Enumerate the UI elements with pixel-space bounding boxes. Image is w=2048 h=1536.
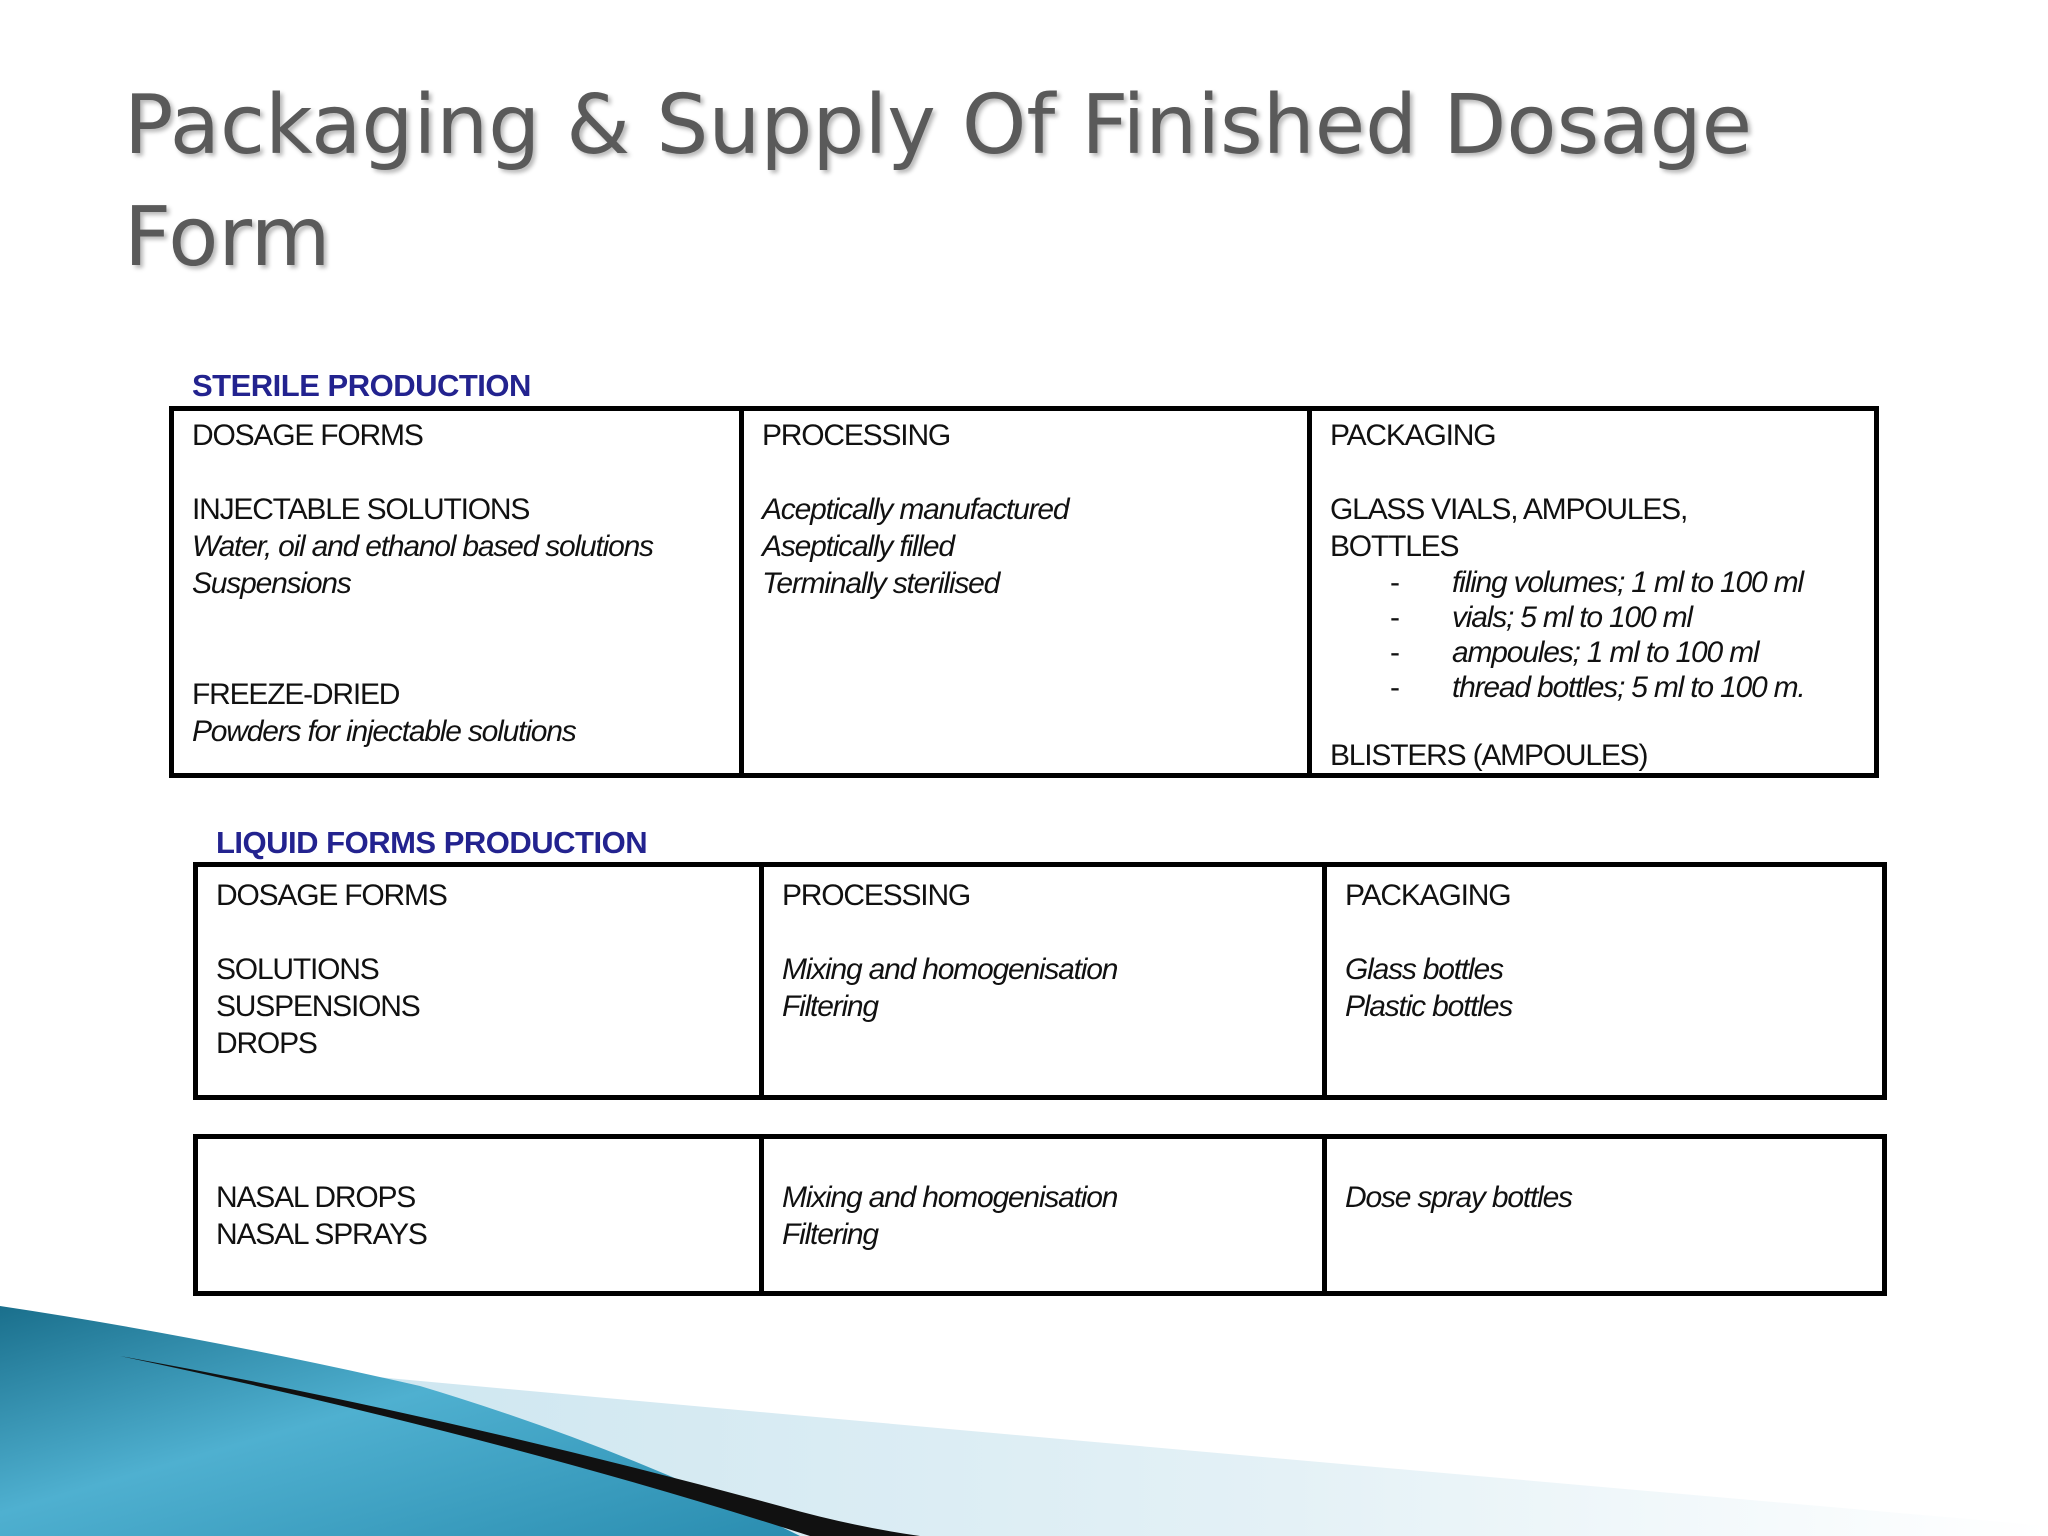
nasal-processing-item: Mixing and homogenisation (782, 1181, 1118, 1214)
sterile-packaging-footer: BLISTERS (AMPOULES) (1330, 739, 1648, 772)
nasal-table (193, 1134, 1887, 1296)
nasal-processing-cell (764, 1139, 1327, 1291)
nasal-dosage-form-item: NASAL SPRAYS (216, 1218, 427, 1251)
liquid-processing-header: PROCESSING (782, 879, 971, 912)
liquid-dosage-forms-header: DOSAGE FORMS (216, 879, 447, 912)
liquid-packaging-cell (1327, 867, 1882, 1095)
bullet-item: - ampoules; 1 ml to 100 ml (1390, 636, 1759, 669)
swoosh-teal-band (0, 1306, 800, 1536)
sterile-group2-item: Powders for injectable solutions (192, 715, 576, 748)
sterile-group1-item: Suspensions (192, 567, 351, 600)
sterile-packaging-header: PACKAGING (1330, 419, 1496, 452)
liquid-packaging-item: Plastic bottles (1345, 990, 1513, 1023)
nasal-dosage-forms-cell (198, 1139, 764, 1291)
swoosh-light-band (150, 1356, 2048, 1536)
bullet-item: - vials; 5 ml to 100 ml (1390, 601, 1692, 634)
sterile-packaging-line: GLASS VIALS, AMPOULES, (1330, 493, 1688, 526)
liquid-section-label: LIQUID FORMS PRODUCTION (216, 825, 648, 860)
swoosh-dark-band (120, 1356, 920, 1536)
slide-title: Packaging & Supply Of Finished Dosage Form (124, 78, 1753, 285)
nasal-packaging-cell (1327, 1139, 1882, 1291)
liquid-packaging-item: Glass bottles (1345, 953, 1503, 986)
liquid-dosage-form-item: SUSPENSIONS (216, 990, 420, 1023)
liquid-processing-item: Filtering (782, 990, 878, 1023)
sterile-group1-title: INJECTABLE SOLUTIONS (192, 493, 530, 526)
sterile-group2-title: FREEZE-DRIED (192, 678, 400, 711)
sterile-packaging-cell (1312, 411, 1874, 773)
bullet-item: - thread bottles; 5 ml to 100 m. (1390, 671, 1805, 704)
sterile-processing-item: Terminally sterilised (762, 567, 1000, 600)
liquid-dosage-form-item: SOLUTIONS (216, 953, 379, 986)
liquid-packaging-header: PACKAGING (1345, 879, 1511, 912)
decorative-swoosh (0, 1276, 2048, 1536)
sterile-section-label: STERILE PRODUCTION (192, 368, 531, 403)
sterile-dosage-forms-cell (174, 411, 744, 773)
sterile-table (169, 406, 1879, 778)
sterile-processing-header: PROCESSING (762, 419, 951, 452)
sterile-packaging-bullets (1330, 565, 1856, 705)
sterile-group1-item: Water, oil and ethanol based solutions (192, 530, 653, 563)
sterile-processing-item: Aceptically manufactured (762, 493, 1069, 526)
liquid-table (193, 862, 1887, 1100)
sterile-packaging-line: BOTTLES (1330, 530, 1459, 563)
liquid-dosage-forms-cell (198, 867, 764, 1095)
liquid-processing-item: Mixing and homogenisation (782, 953, 1118, 986)
nasal-dosage-form-item: NASAL DROPS (216, 1181, 416, 1214)
sterile-processing-item: Aseptically filled (762, 530, 954, 563)
liquid-dosage-form-item: DROPS (216, 1027, 317, 1060)
liquid-processing-cell (764, 867, 1327, 1095)
sterile-dosage-forms-header: DOSAGE FORMS (192, 419, 423, 452)
nasal-packaging-item: Dose spray bottles (1345, 1181, 1572, 1214)
nasal-processing-item: Filtering (782, 1218, 878, 1251)
sterile-processing-cell (744, 411, 1312, 773)
bullet-item: - filing volumes; 1 ml to 100 ml (1390, 566, 1803, 599)
